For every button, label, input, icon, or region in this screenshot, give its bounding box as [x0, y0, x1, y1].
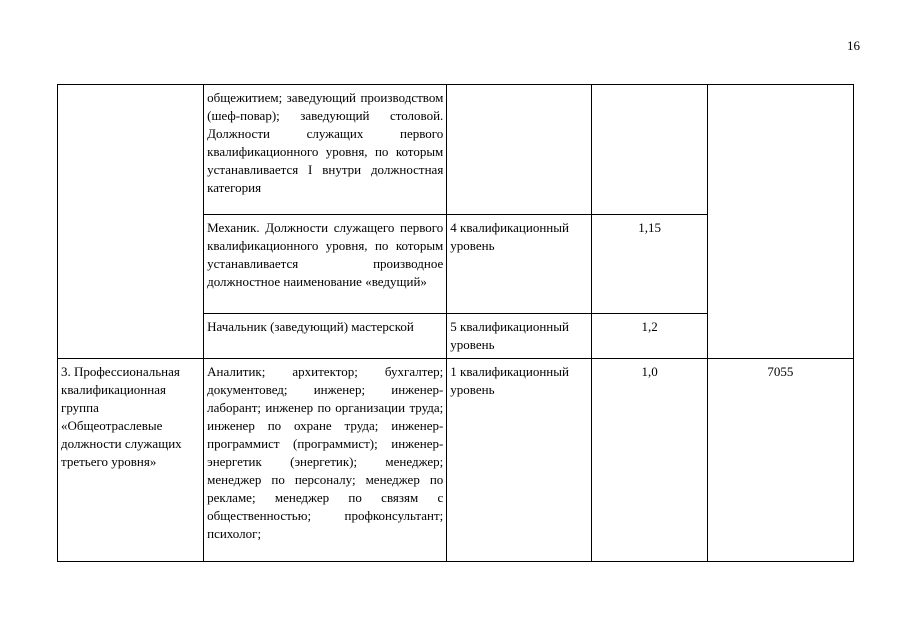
coefficient-cell	[592, 85, 707, 215]
group-cell: 3. Профессиональная квалификационная группа «Общеотраслевые должности служащих третьего уровня»	[58, 359, 204, 562]
positions-cell: Механик. Должности служащего первого квалификационного уровня, по которым устанавливается производное должностное наименование «ведущий»	[204, 215, 447, 314]
positions-cell: Начальник (заведующий) мастерской	[204, 314, 447, 359]
table-row	[58, 359, 854, 562]
coefficient-cell: 1,15	[592, 215, 707, 314]
coefficient-cell: 1,2	[592, 314, 707, 359]
level-cell: 4 квалификационный уровень	[447, 215, 592, 314]
level-cell: 1 квалификационный уровень	[447, 359, 592, 562]
table-row	[58, 85, 854, 215]
coefficient-cell: 1,0	[592, 359, 707, 562]
group-cell	[58, 85, 204, 359]
positions-cell: Аналитик; архитектор; бухгалтер; документовед; инженер; инженер-лаборант; инженер по организации труда; инженер по охране труда; инженер-программист (программист); инженер-энергетик (энергетик); менеджер; менеджер по персоналу; менеджер по рекламе; менеджер по связям с общественностью; профконсультант; психолог;	[204, 359, 447, 562]
level-cell: 5 квалификационный уровень	[447, 314, 592, 359]
qualification-table	[57, 84, 854, 562]
level-cell	[447, 85, 592, 215]
positions-cell: общежитием; заведующий производством (шеф-повар); заведующий столовой. Должности служащих первого квалификационного уровня, по которым устанавливается I внутри должностная категория	[204, 85, 447, 215]
salary-cell: 7055	[707, 359, 853, 562]
salary-cell	[707, 85, 853, 359]
page-number: 16	[847, 38, 860, 53]
